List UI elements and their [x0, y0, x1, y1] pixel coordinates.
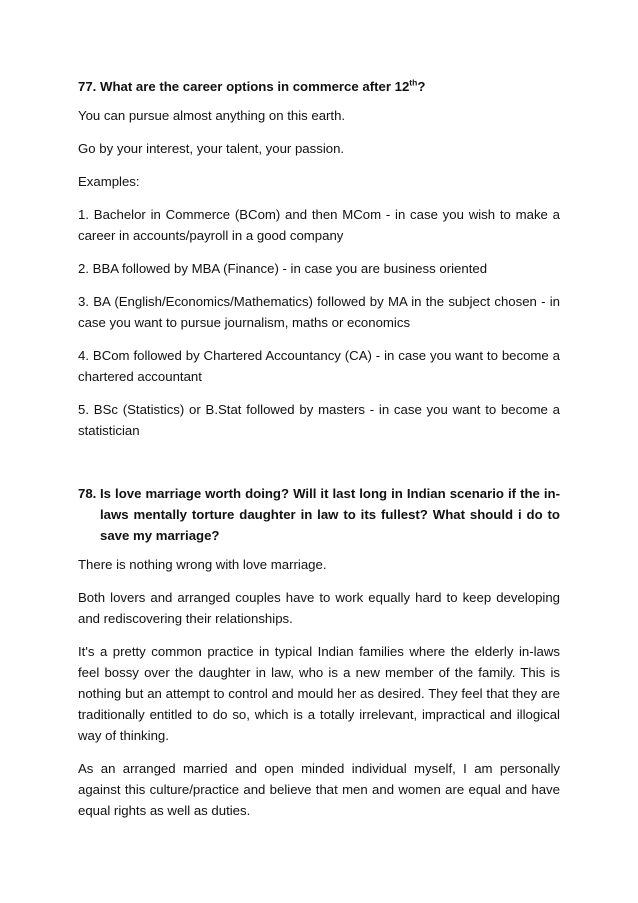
q78-paragraph: Both lovers and arranged couples have to work equally hard to keep developing and rediscovering their relationships. [78, 590, 560, 626]
q77-paragraph: Examples: [78, 174, 140, 189]
q77-paragraph: Go by your interest, your talent, your passion. [78, 141, 345, 156]
q78-paragraph: As an arranged married and open minded individual myself, I am personally against this culture/practice and believe that men and women are equal and have equal rights as well as duties. [78, 761, 560, 818]
q77-list-item: 5. BSc (Statistics) or B.Stat followed by masters - in case you want to become a statistician [78, 402, 560, 438]
question-77-title [78, 76, 560, 97]
question-78-title [78, 483, 560, 546]
q77-paragraph: You can pursue almost anything on this earth. [78, 108, 346, 123]
q78-paragraph: There is nothing wrong with love marriage. [78, 557, 327, 572]
question-78-title-text: Is love marriage worth doing? Will it last long in Indian scenario if the in-laws mentally torture daughter in law to its fullest? What should i do to save my marriage? [100, 486, 560, 543]
q78-paragraph: It's a pretty common practice in typical Indian families where the elderly in-laws feel bossy over the daughter in law, who is a new member of the family. This is nothing but an attempt to control and mould her as desired. They feel that they are traditionally entitled to do so, which is a totally irrelevant, impractical and illogical way of thinking. [78, 644, 560, 743]
q77-list-item: 4. BCom followed by Chartered Accountancy (CA) - in case you want to become a chartered accountant [78, 348, 560, 384]
q77-list-item: 2. BBA followed by MBA (Finance) - in case you are business oriented [78, 261, 488, 276]
question-77-title-text: 77. What are the career options in commerce after 12 [78, 79, 410, 94]
q77-list-item: 3. BA (English/Economics/Mathematics) followed by MA in the subject chosen - in case you want to pursue journalism, maths or economics [78, 294, 560, 330]
question-77-title-end: ? [417, 79, 426, 94]
question-77-title-superscript: th [409, 77, 418, 88]
q77-list-item: 1. Bachelor in Commerce (BCom) and then MCom - in case you wish to make a career in accounts/payroll in a good company [78, 207, 560, 243]
question-78-number: 78. [78, 486, 97, 501]
